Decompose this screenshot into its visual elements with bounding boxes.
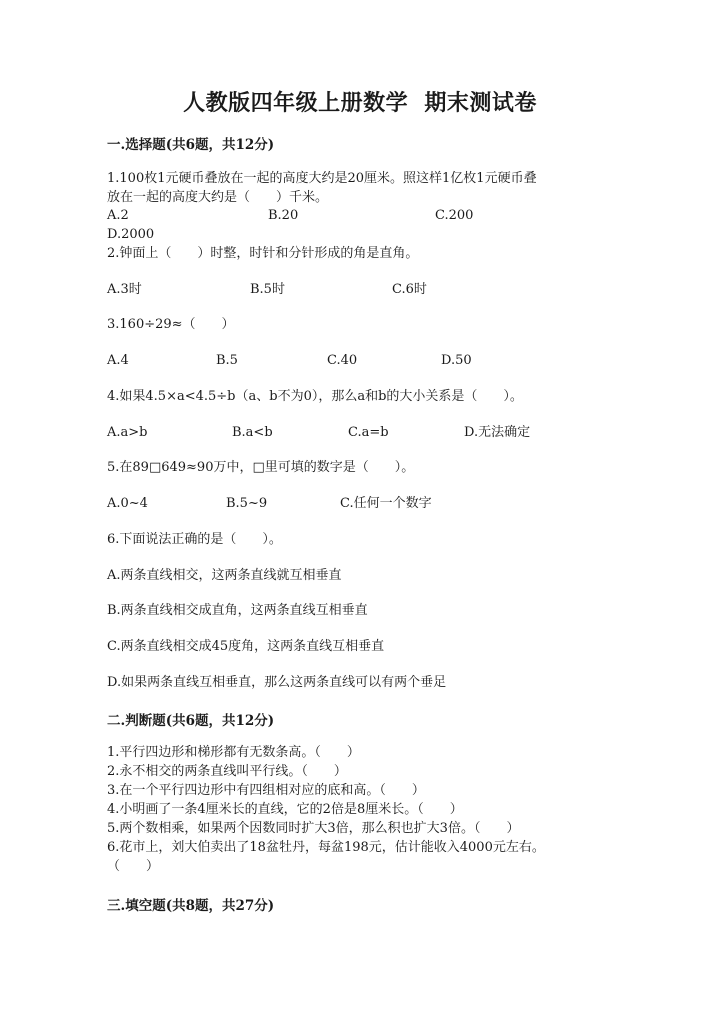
option: C.两条直线相交成45度角，这两条直线互相垂直 [107, 639, 385, 654]
section-heading-judgment: 二.判断题(共6题，共12分) [107, 713, 275, 729]
option: C.a=b [348, 425, 389, 440]
option: A.两条直线相交，这两条直线就互相垂直 [107, 568, 342, 583]
option: A.a>b [107, 425, 148, 440]
option: B.5时 [250, 282, 285, 297]
question-text: 放在一起的高度大约是（ ）千米。 [107, 190, 329, 205]
question-text: 2.钟面上（ ）时整，时针和分针形成的角是直角。 [107, 246, 419, 261]
section-heading-fill: 三.填空题(共8题，共27分) [107, 898, 275, 914]
judgment-item: （ ） [107, 859, 160, 874]
option: D.无法确定 [464, 425, 531, 440]
option: A.2 [107, 208, 129, 223]
option: D.2000 [107, 227, 155, 242]
question-text: 4.如果4.5×a<4.5÷b（a、b不为0），那么a和b的大小关系是（ ）。 [107, 389, 523, 404]
judgment-item: 2.永不相交的两条直线叫平行线。（ ） [107, 764, 347, 779]
question-text: 5.在89□649≈90万中，□里可填的数字是（ ）。 [107, 460, 415, 475]
option: C.40 [327, 353, 358, 368]
option: B.a<b [232, 425, 273, 440]
page-title: 人教版四年级上册数学 期末测试卷 [183, 90, 537, 116]
judgment-item: 3.在一个平行四边形中有四组相对应的底和高。（ ） [107, 783, 425, 798]
judgment-item: 5.两个数相乘，如果两个因数同时扩大3倍，那么积也扩大3倍。（ ） [107, 821, 520, 836]
option: D.50 [441, 353, 472, 368]
judgment-item: 4.小明画了一条4厘米长的直线，它的2倍是8厘米长。（ ） [107, 802, 463, 817]
option: B.5 [216, 353, 238, 368]
option: B.两条直线相交成直角，这两条直线互相垂直 [107, 603, 368, 618]
option: A.3时 [107, 282, 142, 297]
option: A.4 [107, 353, 129, 368]
judgment-item: 1.平行四边形和梯形都有无数条高。（ ） [107, 745, 360, 760]
option: C.任何一个数字 [340, 496, 432, 511]
option: B.20 [268, 208, 299, 223]
option: C.6时 [392, 282, 427, 297]
option: B.5~9 [226, 496, 268, 511]
question-text: 6.下面说法正确的是（ ）。 [107, 532, 282, 547]
question-text: 3.160÷29≈（ ） [107, 317, 235, 332]
option: D.如果两条直线互相垂直，那么这两条直线可以有两个垂足 [107, 675, 447, 690]
question-text: 1.100枚1元硬币叠放在一起的高度大约是20厘米。照这样1亿枚1元硬币叠 [107, 171, 537, 186]
option: C.200 [435, 208, 474, 223]
judgment-item: 6.花市上，刘大伯卖出了18盆牡丹，每盆198元，估计能收入4000元左右。 [107, 840, 545, 855]
option: A.0~4 [107, 496, 148, 511]
section-heading-choice: 一.选择题(共6题，共12分) [107, 137, 275, 153]
